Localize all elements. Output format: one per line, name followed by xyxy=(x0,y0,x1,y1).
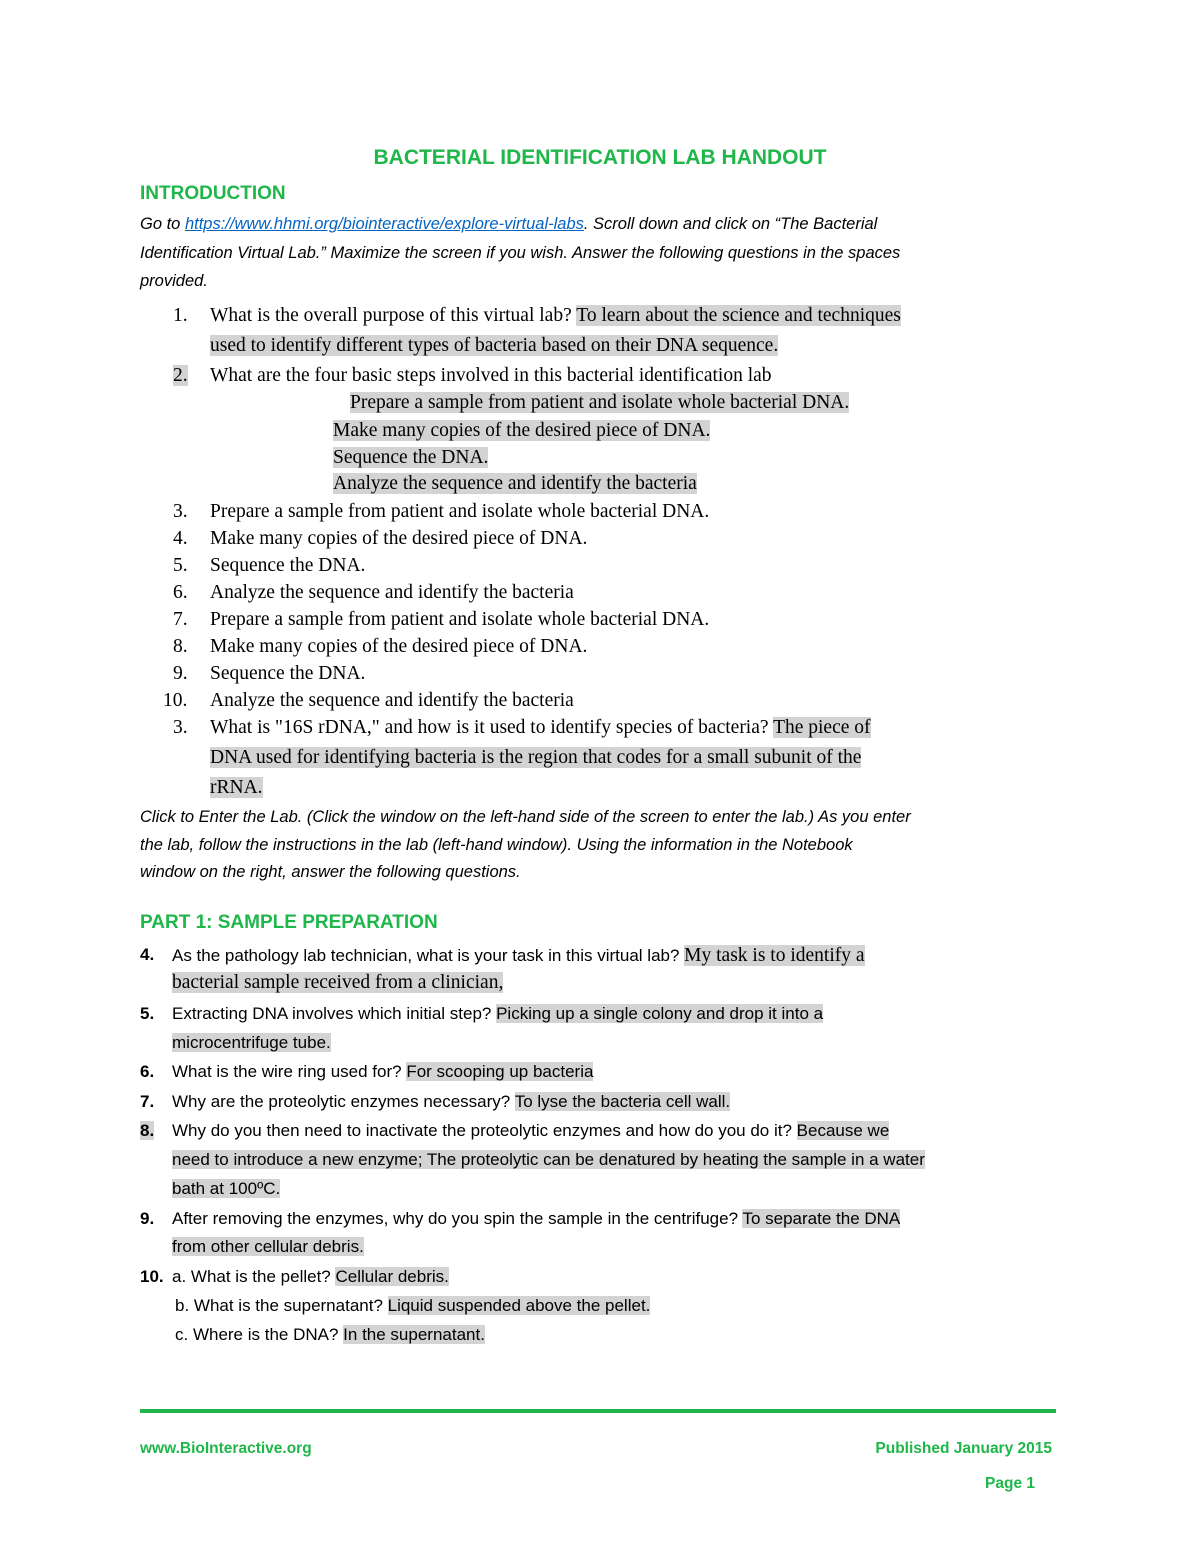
q3-line-1 xyxy=(210,717,871,739)
q8-line-2 xyxy=(172,1150,925,1170)
intro-line-3: provided. xyxy=(140,272,208,290)
q5-line-2 xyxy=(172,1033,331,1053)
q9-answer-2: from other cellular debris. xyxy=(172,1237,364,1256)
q3-line-3 xyxy=(210,777,263,799)
q2-answer-text: Analyze the sequence and identify the bacteria xyxy=(333,473,697,494)
q7-answer: To lyse the bacteria cell wall. xyxy=(514,1092,731,1111)
q8-answer-1: Because we xyxy=(796,1121,890,1140)
q2-number xyxy=(173,365,188,387)
q2-answer-step xyxy=(333,447,488,469)
q1-number: 1. xyxy=(173,305,188,326)
list-item-number: 5. xyxy=(173,555,188,576)
q10-b-answer: Liquid suspended above the pellet. xyxy=(387,1296,651,1315)
lab-instructions-line-3: window on the right, answer the following questions. xyxy=(140,863,521,881)
q10-a-question: a. What is the pellet? xyxy=(172,1267,336,1286)
list-item: Prepare a sample from patient and isolate whole bacterial DNA. xyxy=(210,501,710,522)
lab-instructions-line-2: the lab, follow the instructions in the lab (left-hand window). Using the information in the Notebook xyxy=(140,836,853,854)
q6-line xyxy=(172,1062,593,1082)
q10-number: 10. xyxy=(140,1267,164,1286)
intro-line-2: Identification Virtual Lab.” Maximize the screen if you wish. Answer the following questions in the spaces xyxy=(140,244,901,262)
q4-line-1 xyxy=(172,945,865,967)
q3-answer-3: rRNA. xyxy=(210,777,263,798)
q10-c-question: c. Where is the DNA? xyxy=(175,1325,344,1344)
q9-number: 9. xyxy=(140,1209,155,1228)
q2-answer-text: Make many copies of the desired piece of DNA. xyxy=(333,420,711,441)
q4-number: 4. xyxy=(140,945,155,964)
q9-question: After removing the enzymes, why do you spin the sample in the centrifuge? xyxy=(172,1209,743,1228)
q1-answer-1: To learn about the science and techniques xyxy=(576,305,901,326)
list-item-number: 6. xyxy=(173,582,188,603)
q10-a-answer: Cellular debris. xyxy=(335,1267,449,1286)
q9-line-2 xyxy=(172,1237,364,1257)
footer-page-number: Page 1 xyxy=(985,1475,1035,1492)
intro-after-link: . Scroll down and click on “The Bacterial xyxy=(583,215,878,233)
q8-line-3 xyxy=(172,1179,280,1199)
q10-a-line xyxy=(172,1267,449,1287)
q3-line-2 xyxy=(210,747,861,769)
q1-line-2 xyxy=(210,335,778,357)
q6-answer: For scooping up bacteria xyxy=(406,1062,594,1081)
q3-answer-2: DNA used for identifying bacteria is the region that codes for a small subunit of the xyxy=(210,747,862,768)
list-item: Prepare a sample from patient and isolate whole bacterial DNA. xyxy=(210,609,710,630)
list-item-number: 7. xyxy=(173,609,188,630)
q4-line-2 xyxy=(172,972,503,994)
q7-line xyxy=(172,1092,730,1112)
list-item: Sequence the DNA. xyxy=(210,555,366,576)
q1-line-1 xyxy=(210,305,901,327)
q9-answer-1: To separate the DNA xyxy=(742,1209,901,1228)
q3-number: 3. xyxy=(173,717,188,738)
q8-answer-2: need to introduce a new enzyme; The proteolytic can be denatured by heating the sample in a water xyxy=(172,1150,925,1169)
list-item-number: 9. xyxy=(173,663,188,684)
list-item-number: 10. xyxy=(163,690,188,711)
q10-c-answer: In the supernatant. xyxy=(343,1325,485,1344)
list-item: Make many copies of the desired piece of DNA. xyxy=(210,636,588,657)
q3-question: What is "16S rDNA," and how is it used to identify species of bacteria? xyxy=(210,717,774,738)
list-item-number: 8. xyxy=(173,636,188,657)
list-item: Make many copies of the desired piece of DNA. xyxy=(210,528,588,549)
q2-answer-step xyxy=(333,420,710,442)
q8-question: Why do you then need to inactivate the proteolytic enzymes and how do you do it? xyxy=(172,1121,797,1140)
q8-number xyxy=(140,1121,154,1141)
q10-b-question: b. What is the supernatant? xyxy=(175,1296,388,1315)
q4-answer-1: My task is to identify a xyxy=(684,945,865,966)
q5-answer-1: Picking up a single colony and drop it into a xyxy=(496,1004,824,1023)
q4-answer-2: bacterial sample received from a clinician, xyxy=(172,972,504,993)
q7-number: 7. xyxy=(140,1092,155,1111)
q2-number-text: 2. xyxy=(173,365,188,386)
q1-answer-2: used to identify different types of bacteria based on their DNA sequence. xyxy=(210,335,779,356)
page-title: BACTERIAL IDENTIFICATION LAB HANDOUT xyxy=(373,146,827,169)
footer-website: www.BioInteractive.org xyxy=(140,1440,312,1457)
q8-number-text: 8. xyxy=(140,1121,155,1140)
list-item-number: 3. xyxy=(173,501,188,522)
list-item: Analyze the sequence and identify the bacteria xyxy=(210,582,574,603)
q5-question: Extracting DNA involves which initial step? xyxy=(172,1004,497,1023)
q6-number: 6. xyxy=(140,1062,155,1081)
list-item: Analyze the sequence and identify the bacteria xyxy=(210,690,574,711)
intro-heading: INTRODUCTION xyxy=(140,183,286,204)
footer-rule xyxy=(140,1409,1056,1413)
q9-line-1 xyxy=(172,1209,900,1229)
intro-line-1 xyxy=(140,215,877,234)
q1-question: What is the overall purpose of this virtual lab? xyxy=(210,305,577,326)
q2-answer-step xyxy=(333,473,697,495)
list-item: Sequence the DNA. xyxy=(210,663,366,684)
q5-answer-2: microcentrifuge tube. xyxy=(172,1033,331,1052)
q6-question: What is the wire ring used for? xyxy=(172,1062,407,1081)
q4-question: As the pathology lab technician, what is your task in this virtual lab? xyxy=(172,946,685,965)
q2-answer-step xyxy=(350,392,849,414)
q3-answer-1: The piece of xyxy=(773,717,871,738)
footer-published: Published January 2015 xyxy=(875,1440,1052,1457)
q8-answer-3: bath at 100ºC. xyxy=(172,1179,281,1198)
part1-heading: PART 1: SAMPLE PREPARATION xyxy=(140,912,438,933)
q2-question: What are the four basic steps involved in this bacterial identification lab xyxy=(210,365,772,386)
q10-b-line xyxy=(175,1296,650,1316)
q7-question: Why are the proteolytic enzymes necessary? xyxy=(172,1092,515,1111)
virtual-labs-link[interactable]: https://www.hhmi.org/biointeractive/explore-virtual-labs xyxy=(184,215,584,233)
lab-instructions-line-1: Click to Enter the Lab. (Click the window on the left-hand side of the screen to enter the lab.) As you enter xyxy=(140,808,911,826)
intro-go-to: Go to xyxy=(140,215,185,233)
q8-line-1 xyxy=(172,1121,889,1141)
q2-answer-text: Prepare a sample from patient and isolate whole bacterial DNA. xyxy=(350,392,850,413)
q10-c-line xyxy=(175,1325,485,1345)
q2-answer-text: Sequence the DNA. xyxy=(333,447,489,468)
list-item-number: 4. xyxy=(173,528,188,549)
q5-line-1 xyxy=(172,1004,823,1024)
q5-number: 5. xyxy=(140,1004,155,1023)
